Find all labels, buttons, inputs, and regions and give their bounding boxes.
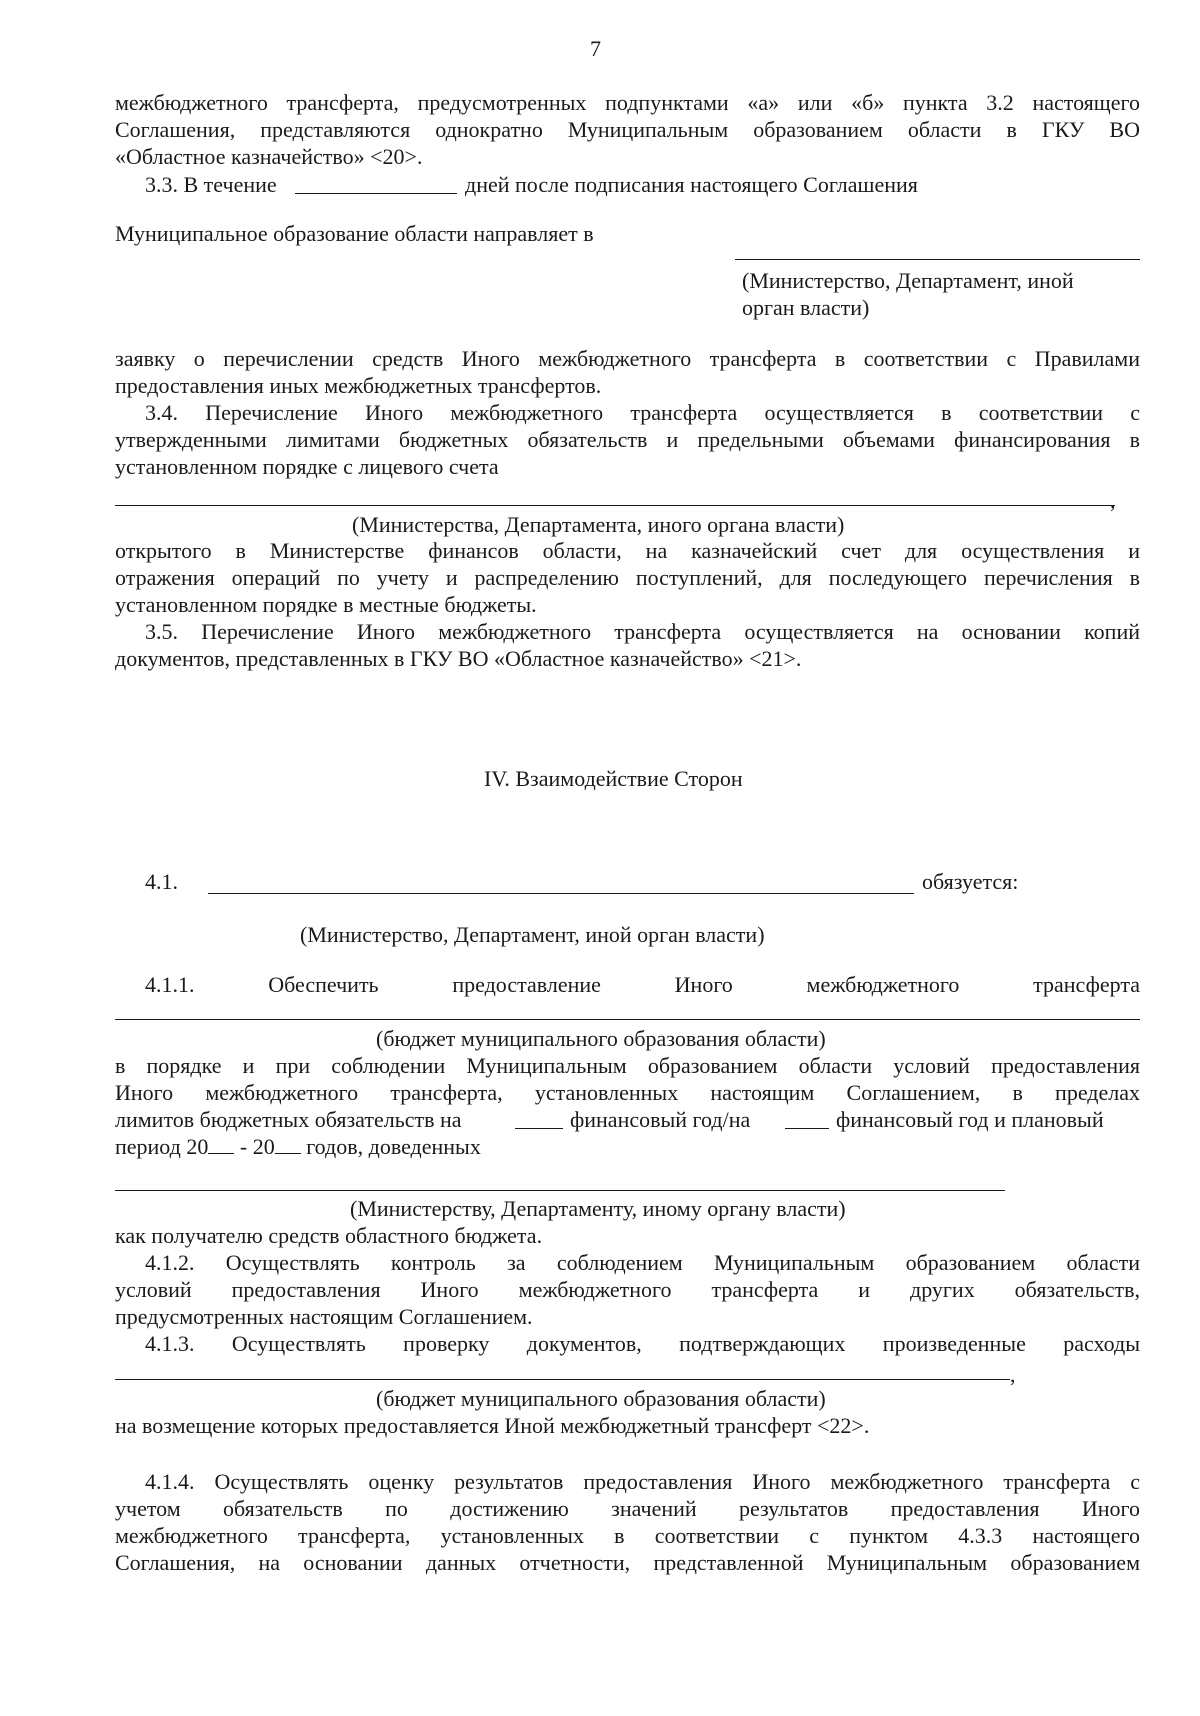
text-line: предусмотренных настоящим Соглашением. — [115, 1304, 533, 1329]
text-line: установленном порядке в местные бюджеты. — [115, 592, 537, 617]
text-line: открытого в Министерстве финансов области, на казначейский счет для осуществления и — [115, 538, 1140, 563]
text-line: 4.1.3. Осуществлять проверку документов, подтверждающих произведенные расходы — [145, 1331, 1140, 1356]
text-line: документов, представленных в ГКУ ВО «Областное казначейство» <21>. — [115, 646, 802, 671]
blank-year — [208, 1135, 234, 1154]
text-fragment: - 20 — [234, 1134, 275, 1159]
text-line: финансовый год и плановый — [836, 1107, 1104, 1132]
text-line — [115, 1134, 481, 1160]
caption-line: (Министерства, Департамента, иного органа власти) — [352, 512, 845, 537]
text-line: в порядке и при соблюдении Муниципальным образованием области условий предоставления — [115, 1053, 1140, 1078]
text-line: 3.3. В течение — [145, 172, 277, 197]
text-line: Соглашения, на основании данных отчетности, представленной Муниципальным образованием — [115, 1550, 1140, 1575]
text-line: 3.5. Перечисление Иного межбюджетного трансферта осуществляется на основании копий — [145, 619, 1140, 644]
clause-number: 4.1. — [145, 869, 178, 894]
blank-authority — [735, 259, 1140, 260]
text-line: предоставления иных межбюджетных трансфертов. — [115, 373, 602, 398]
word: 4.1.1. — [145, 972, 195, 997]
blank-year — [515, 1128, 563, 1129]
text-line: 4.1.4. Осуществлять оценку результатов предоставления Иного межбюджетного трансферта с — [145, 1469, 1140, 1494]
comma: , — [1010, 1362, 1016, 1387]
caption-line: (Министерство, Департамент, иной — [742, 268, 1074, 293]
blank-authority — [208, 893, 914, 894]
blank-budget — [115, 1019, 1140, 1020]
page-number: 7 — [590, 36, 601, 61]
caption-line: орган власти) — [742, 295, 870, 320]
text-line: лимитов бюджетных обязательств на — [115, 1107, 462, 1132]
text-line: дней после подписания настоящего Соглашения — [465, 172, 918, 197]
text-line: учетом обязательств по достижению значений результатов предоставления Иного — [115, 1496, 1140, 1521]
text-line: как получателю средств областного бюджета. — [115, 1223, 543, 1248]
text-line: Иного межбюджетного трансферта, установленных настоящим Соглашением, в пределах — [115, 1080, 1140, 1105]
text-line: установленном порядке с лицевого счета — [115, 454, 499, 479]
word: трансферта — [1033, 972, 1140, 997]
blank-account — [115, 505, 1115, 506]
text-line: Соглашения, представляются однократно Муниципальным образованием области в ГКУ ВО — [115, 117, 1140, 142]
text-line: на возмещение которых предоставляется Иной межбюджетный трансферт <22>. — [115, 1413, 870, 1438]
comma: , — [1110, 488, 1116, 513]
blank-days — [295, 193, 457, 194]
caption-line: (бюджет муниципального образования области) — [376, 1386, 826, 1411]
text-line: отражения операций по учету и распределению поступлений, для последующего перечисления в — [115, 565, 1140, 590]
word: Обеспечить — [268, 972, 379, 997]
caption-line: (Министерству, Департаменту, иному органу власти) — [350, 1196, 846, 1221]
blank-authority — [115, 1190, 1005, 1191]
text-fragment: годов, доведенных — [300, 1134, 481, 1159]
text-line: межбюджетного трансферта, установленных в соответствии с пунктом 4.3.3 настоящего — [115, 1523, 1140, 1548]
text-line: 4.1.2. Осуществлять контроль за соблюдением Муниципальным образованием области — [145, 1250, 1140, 1275]
word: межбюджетного — [806, 972, 960, 997]
text-line: обязуется: — [922, 869, 1019, 894]
caption-line: (Министерство, Департамент, иной орган власти) — [300, 922, 765, 947]
caption-line: (бюджет муниципального образования области) — [376, 1026, 826, 1051]
text-line: 3.4. Перечисление Иного межбюджетного трансферта осуществляется в соответствии с — [145, 400, 1140, 425]
text-fragment: период 20 — [115, 1134, 209, 1159]
text-line: Муниципальное образование области направляет в — [115, 221, 594, 246]
word: предоставление — [452, 972, 601, 997]
text-line: «Областное казначейство» <20>. — [115, 144, 423, 169]
word: Иного — [674, 972, 733, 997]
text-line — [145, 972, 1140, 998]
text-line: межбюджетного трансферта, предусмотренных подпунктами «а» или «б» пункта 3.2 настоящего — [115, 90, 1140, 115]
text-line: заявку о перечислении средств Иного межбюджетного трансферта в соответствии с Правилами — [115, 346, 1140, 371]
text-line: финансовый год/на — [570, 1107, 751, 1132]
blank-year — [785, 1128, 829, 1129]
section-title: IV. Взаимодействие Сторон — [484, 766, 743, 791]
text-line: утвержденными лимитами бюджетных обязательств и предельными объемами финансирования в — [115, 427, 1140, 452]
blank-budget — [115, 1379, 1010, 1380]
text-line: условий предоставления Иного межбюджетного трансферта и других обязательств, — [115, 1277, 1140, 1302]
blank-year — [275, 1135, 301, 1154]
